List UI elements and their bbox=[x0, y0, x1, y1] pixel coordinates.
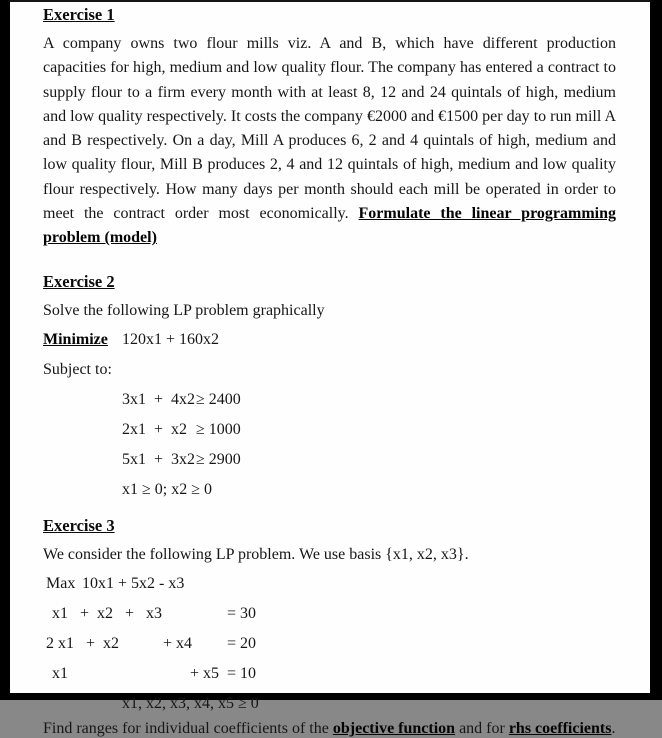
exercise2-objective: 120x1 + 160x2 bbox=[122, 330, 220, 348]
constraint-lhs: 2x1 + x2 bbox=[122, 420, 188, 438]
exercise2-constraint-row-2 bbox=[43, 415, 616, 445]
scan-border-top bbox=[0, 0, 662, 2]
document-content bbox=[43, 4, 616, 738]
outro-objective-function-phrase: objective function bbox=[332, 719, 456, 737]
exercise1-task-phrase: Formulate the linear programming problem (model) bbox=[43, 205, 616, 247]
exercise2-constraint-row-3 bbox=[43, 445, 616, 475]
subject-to-label: Subject to: bbox=[43, 360, 112, 378]
constraint-rhs: ≥ 2900 bbox=[196, 450, 241, 468]
exercise3-objective-row bbox=[43, 569, 616, 599]
exercise1-paragraph bbox=[43, 32, 616, 251]
exercise3-nonnegativity-row bbox=[43, 689, 616, 719]
constraint-rhs: = 10 bbox=[227, 664, 257, 682]
exercise3-constraint-row-2 bbox=[43, 629, 616, 659]
exercise2-nonnegativity-row bbox=[43, 475, 616, 505]
nonnegativity-constraint: x1 ≥ 0; x2 ≥ 0 bbox=[122, 480, 213, 498]
constraint-mid: + x4 bbox=[163, 634, 193, 652]
exercise1-body-text: A company owns two flour mills viz. A and B, which have different production capacities for high, medium and low quality flour. The company has entered a contract to supply flour to a firm every month with at least 8, 12 and 24 quintals of high, medium and low quality respectively. It costs the company €2000 and €1500 per day to run mill A and B respectively. On a day, Mill A produces 6, 2 and 4 quintals of high, medium and low quality flour, Mill B produces 2, 4 and 12 quintals of high, medium and low quality flour respectively. How many days per month should each mill be operated in order to meet the contract order most economically. bbox=[43, 35, 616, 223]
constraint-mid: + x5 bbox=[190, 664, 220, 682]
constraint-lhs: 3x1 + 4x2 bbox=[122, 390, 196, 408]
max-label: Max bbox=[46, 574, 76, 592]
nonnegativity-constraint: x1, x2, x3, x4, x5 ≥ 0 bbox=[122, 694, 259, 712]
constraint-lhs: x1 bbox=[52, 664, 68, 682]
exercise2-subject-to-row bbox=[43, 355, 616, 385]
constraint-rhs: = 30 bbox=[227, 604, 257, 622]
exercise1-heading: Exercise 1 bbox=[43, 5, 115, 24]
constraint-lhs: 5x1 + 3x2 bbox=[122, 450, 196, 468]
constraint-rhs: = 20 bbox=[227, 634, 257, 652]
scan-border-right bbox=[650, 0, 662, 700]
exercise2-constraint-row-1 bbox=[43, 385, 616, 415]
constraint-lhs: 2 x1 + x2 bbox=[46, 634, 120, 652]
constraint-lhs: x1 + x2 + x3 bbox=[52, 604, 163, 622]
constraint-rhs: ≥ 2400 bbox=[196, 390, 241, 408]
minimize-label: Minimize bbox=[43, 330, 108, 348]
exercise3-intro: We consider the following LP problem. We use basis {x1, x2, x3}. bbox=[43, 545, 469, 563]
outro-text: Find ranges for individual coefficients of the bbox=[43, 719, 333, 737]
constraint-rhs: ≥ 1000 bbox=[196, 420, 241, 438]
exercise3-heading: Exercise 3 bbox=[43, 515, 115, 535]
exercise3-outro bbox=[43, 720, 616, 738]
exercise3-constraint-row-3 bbox=[43, 659, 616, 689]
outro-rhs-coefficients-phrase: rhs coefficients bbox=[508, 719, 612, 737]
exercise3-constraint-row-1 bbox=[43, 599, 616, 629]
outro-text: and for bbox=[455, 719, 509, 737]
exercise2-objective-row bbox=[43, 325, 616, 355]
exercise3-objective: 10x1 + 5x2 - x3 bbox=[82, 574, 185, 592]
exercise2-heading: Exercise 2 bbox=[43, 271, 115, 291]
scan-border-left bbox=[0, 0, 10, 700]
exercise2-intro: Solve the following LP problem graphically bbox=[43, 301, 325, 319]
outro-text: . bbox=[611, 719, 616, 737]
